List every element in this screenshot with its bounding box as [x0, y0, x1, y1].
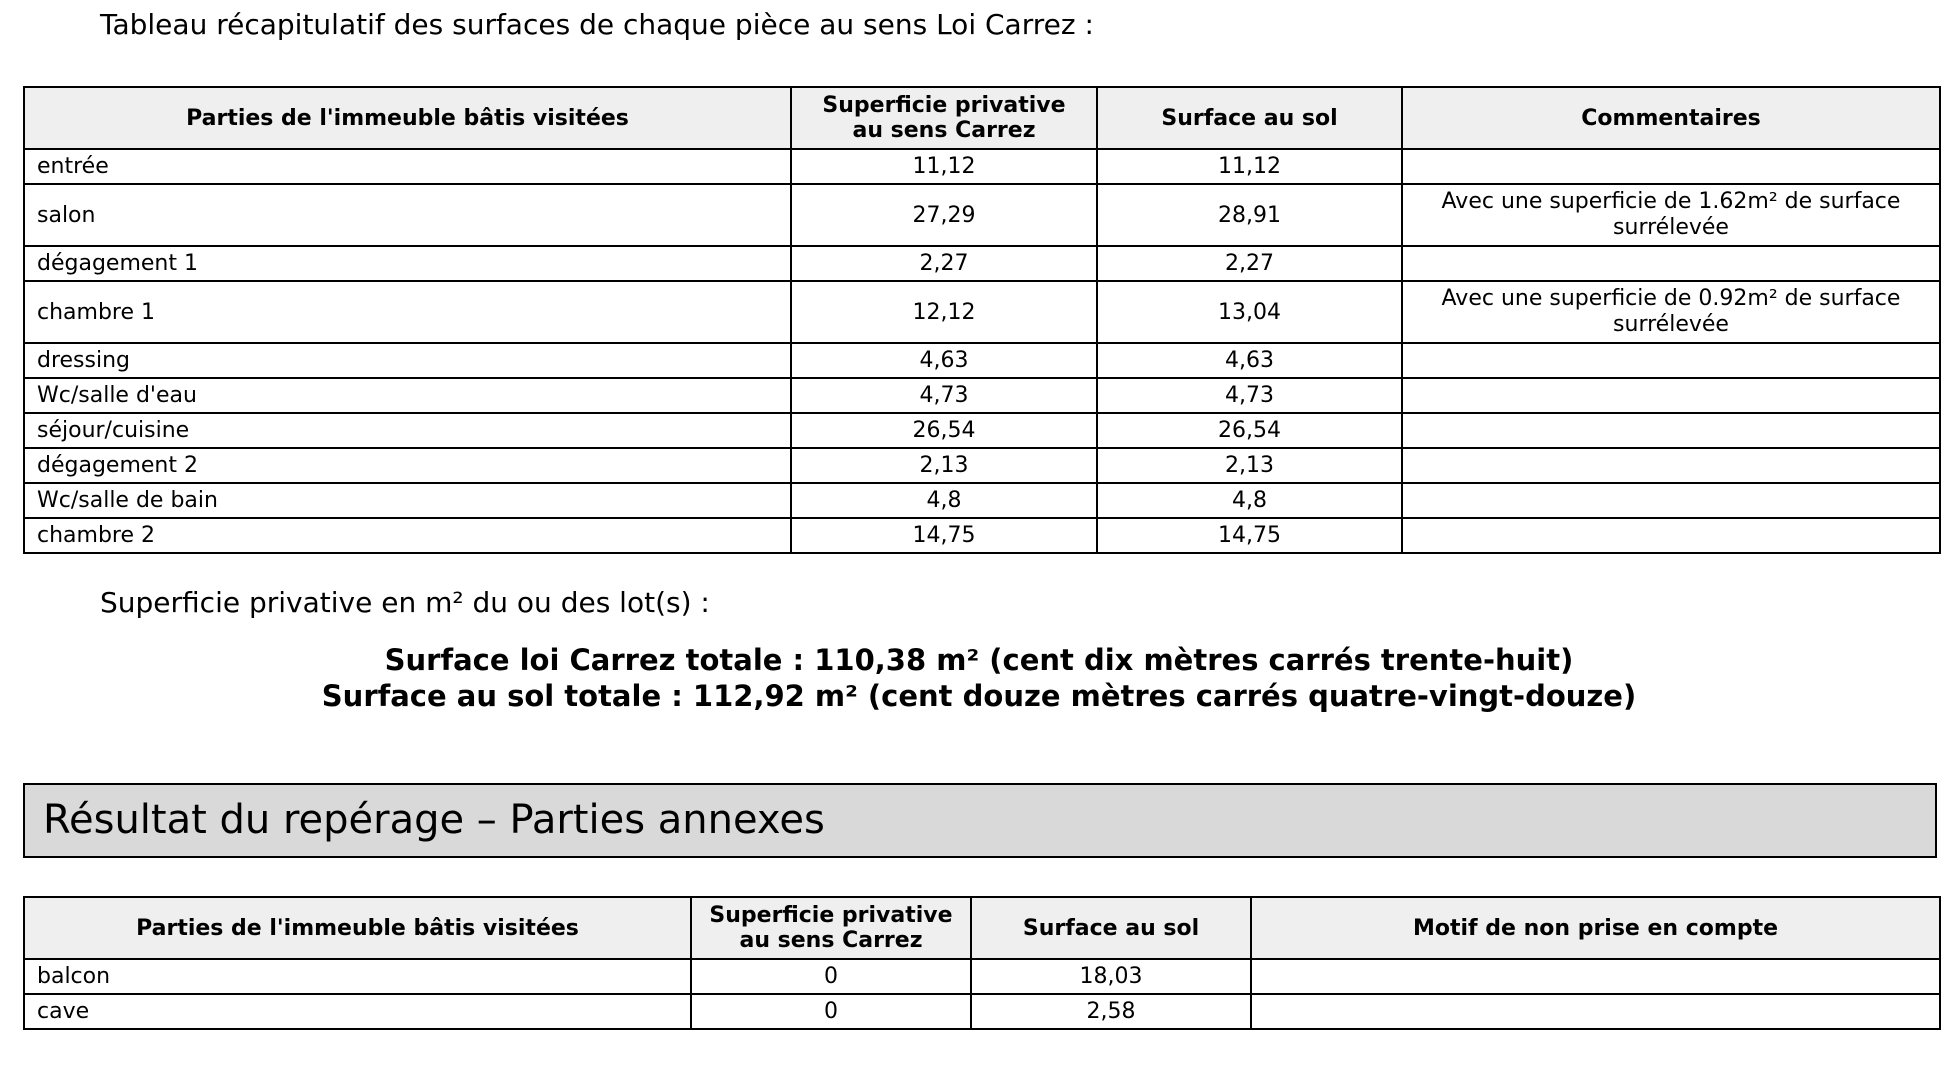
cell-sol: 28,91	[1097, 184, 1402, 246]
annexes-table	[23, 896, 1941, 1030]
cell-sol: 2,13	[1097, 448, 1402, 483]
cell-sol: 26,54	[1097, 413, 1402, 448]
table-row	[24, 959, 1940, 994]
cell-sol: 2,58	[971, 994, 1251, 1029]
table-row	[24, 413, 1940, 448]
header-carrez: Superficie privative au sens Carrez	[791, 87, 1097, 149]
cell-commentaire	[1402, 448, 1940, 483]
header-commentaires: Commentaires	[1402, 87, 1940, 149]
header-parties: Parties de l'immeuble bâtis visitées	[24, 87, 791, 149]
cell-commentaire: Avec une superficie de 0.92m² de surface surrélevée	[1402, 281, 1940, 343]
cell-partie: chambre 1	[24, 281, 791, 343]
cell-commentaire	[1402, 246, 1940, 281]
cell-sol: 4,63	[1097, 343, 1402, 378]
table-row	[24, 149, 1940, 184]
lot-label: Superficie privative en m² du ou des lot(s) :	[100, 586, 710, 619]
cell-commentaire	[1402, 413, 1940, 448]
cell-carrez: 0	[691, 959, 971, 994]
cell-carrez: 4,8	[791, 483, 1097, 518]
cell-partie: cave	[24, 994, 691, 1029]
cell-partie: Wc/salle d'eau	[24, 378, 791, 413]
cell-carrez: 11,12	[791, 149, 1097, 184]
cell-carrez: 12,12	[791, 281, 1097, 343]
cell-commentaire	[1402, 483, 1940, 518]
cell-carrez: 4,63	[791, 343, 1097, 378]
cell-carrez: 2,27	[791, 246, 1097, 281]
cell-carrez: 14,75	[791, 518, 1097, 553]
cell-commentaire	[1251, 994, 1940, 1029]
carrez-table	[23, 86, 1941, 554]
header-carrez: Superficie privative au sens Carrez	[691, 897, 971, 959]
cell-partie: entrée	[24, 149, 791, 184]
total-sol: Surface au sol totale : 112,92 m² (cent douze mètres carrés quatre-vingt-douze)	[321, 679, 1637, 713]
header-motif: Motif de non prise en compte	[1251, 897, 1940, 959]
cell-partie: balcon	[24, 959, 691, 994]
cell-carrez: 27,29	[791, 184, 1097, 246]
cell-carrez: 26,54	[791, 413, 1097, 448]
section-title: Résultat du repérage – Parties annexes	[43, 797, 825, 843]
cell-partie: dressing	[24, 343, 791, 378]
cell-sol: 18,03	[971, 959, 1251, 994]
table-row	[24, 483, 1940, 518]
cell-sol: 14,75	[1097, 518, 1402, 553]
table-row	[24, 281, 1940, 343]
cell-sol: 2,27	[1097, 246, 1402, 281]
cell-commentaire	[1402, 343, 1940, 378]
cell-commentaire	[1402, 518, 1940, 553]
table-row	[24, 184, 1940, 246]
cell-sol: 4,73	[1097, 378, 1402, 413]
cell-commentaire	[1251, 959, 1940, 994]
cell-commentaire	[1402, 378, 1940, 413]
table-row	[24, 994, 1940, 1029]
table-row	[24, 518, 1940, 553]
table-row	[24, 246, 1940, 281]
cell-sol: 13,04	[1097, 281, 1402, 343]
cell-commentaire	[1402, 149, 1940, 184]
cell-sol: 11,12	[1097, 149, 1402, 184]
cell-partie: dégagement 1	[24, 246, 791, 281]
cell-commentaire: Avec une superficie de 1.62m² de surface surrélevée	[1402, 184, 1940, 246]
cell-carrez: 2,13	[791, 448, 1097, 483]
cell-sol: 4,8	[1097, 483, 1402, 518]
header-sol: Surface au sol	[1097, 87, 1402, 149]
table-row	[24, 378, 1940, 413]
table-row	[24, 343, 1940, 378]
section-title-bar	[23, 783, 1937, 858]
total-carrez: Surface loi Carrez totale : 110,38 m² (cent dix mètres carrés trente-huit)	[384, 643, 1574, 677]
header-sol: Surface au sol	[971, 897, 1251, 959]
intro-text: Tableau récapitulatif des surfaces de chaque pièce au sens Loi Carrez :	[100, 8, 1094, 41]
table-row	[24, 448, 1940, 483]
totals-block	[0, 642, 1958, 714]
cell-carrez: 0	[691, 994, 971, 1029]
cell-partie: chambre 2	[24, 518, 791, 553]
cell-partie: séjour/cuisine	[24, 413, 791, 448]
cell-partie: dégagement 2	[24, 448, 791, 483]
cell-partie: Wc/salle de bain	[24, 483, 791, 518]
cell-partie: salon	[24, 184, 791, 246]
cell-carrez: 4,73	[791, 378, 1097, 413]
header-parties: Parties de l'immeuble bâtis visitées	[24, 897, 691, 959]
